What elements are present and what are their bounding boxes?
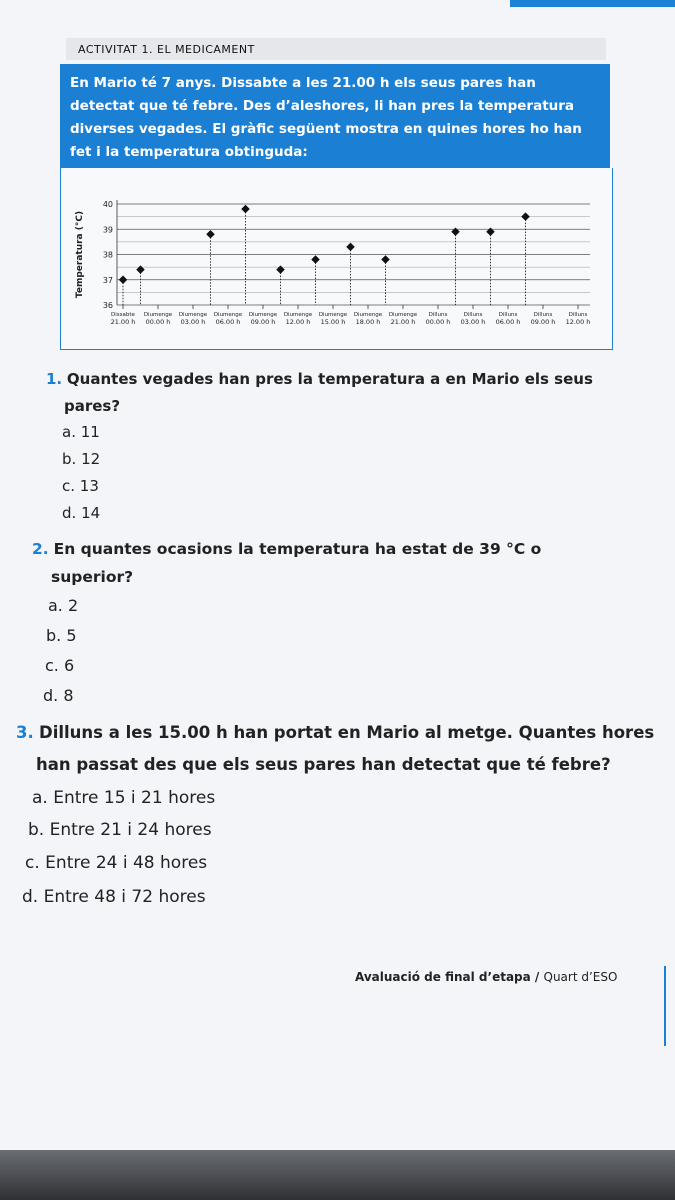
- top-accent-bar: [510, 0, 675, 7]
- option-text: Entre 24 i 48 hores: [45, 853, 208, 873]
- data-point: [136, 265, 144, 273]
- x-tick-day: Dilluns: [568, 312, 588, 318]
- activity-title: ACTIVITAT 1. EL MEDICAMENT: [66, 38, 606, 60]
- option-text: Entre 21 i 24 hores: [49, 820, 212, 840]
- option-3d: [22, 887, 206, 907]
- option-text: 13: [79, 477, 99, 495]
- data-point: [206, 230, 214, 238]
- x-tick-hour: 03.00 h: [460, 318, 486, 326]
- question-number: 2.: [32, 540, 49, 558]
- desk-edge: [0, 1150, 675, 1200]
- option-2b: [46, 626, 77, 645]
- question-1: [46, 370, 593, 388]
- x-tick-day: Diumenge: [388, 312, 418, 318]
- x-tick-hour: 21.00 h: [390, 318, 416, 326]
- option-2a: [48, 596, 78, 615]
- question-3-continued: [36, 755, 611, 774]
- x-tick-hour: 09.00 h: [530, 318, 556, 326]
- chart-frame: [60, 168, 613, 350]
- x-tick-day: Diumenge: [178, 312, 208, 318]
- x-tick-hour: 06.00 h: [495, 318, 521, 326]
- y-tick-label: 36: [102, 301, 113, 310]
- option-letter: a.: [48, 596, 63, 615]
- option-letter: d.: [62, 504, 77, 522]
- option-2c: [45, 656, 74, 675]
- x-tick-day: Diumenge: [283, 312, 313, 318]
- y-tick-label: 40: [102, 200, 113, 209]
- option-1b: [62, 450, 100, 468]
- option-3c: [25, 853, 207, 873]
- temperature-chart: [61, 168, 611, 348]
- option-letter: d.: [43, 686, 59, 705]
- x-tick-hour: 21.00 h: [110, 318, 136, 326]
- option-letter: d.: [22, 887, 39, 907]
- x-tick-day: Diumenge: [213, 312, 243, 318]
- footer: [355, 970, 617, 984]
- option-text: 8: [63, 686, 74, 705]
- option-letter: a.: [62, 423, 76, 441]
- x-tick-hour: 00.00 h: [145, 318, 171, 326]
- data-point: [311, 255, 319, 263]
- question-number: 1.: [46, 370, 63, 388]
- x-tick-hour: 00.00 h: [425, 318, 451, 326]
- x-tick-hour: 06.00 h: [215, 318, 241, 326]
- x-tick-hour: 18.00 h: [355, 318, 381, 326]
- option-text: 6: [63, 656, 75, 675]
- x-tick-day: Diumenge: [143, 312, 173, 318]
- option-1d: [62, 504, 100, 522]
- data-point: [451, 228, 459, 236]
- question-text: pares?: [64, 397, 121, 415]
- y-tick-label: 39: [102, 225, 113, 235]
- x-tick-hour: 03.00 h: [180, 318, 206, 326]
- x-tick-hour: 12.00 h: [565, 318, 591, 326]
- y-axis-label: Temperatura (°C): [75, 210, 85, 299]
- data-point: [346, 243, 354, 251]
- data-point: [521, 212, 529, 220]
- data-point: [276, 265, 284, 273]
- option-letter: a.: [32, 788, 48, 808]
- question-2: [32, 540, 541, 558]
- data-point: [241, 205, 249, 213]
- data-point: [381, 255, 389, 263]
- question-text: En quantes ocasions la temperatura ha estat de 39 °C o: [53, 540, 542, 558]
- y-tick-label: 37: [102, 275, 113, 285]
- option-text: 14: [81, 504, 101, 522]
- option-text: 12: [81, 450, 101, 468]
- option-text: 5: [66, 626, 77, 645]
- intro-box: En Mario té 7 anys. Dissabte a les 21.00 h els seus pares han detectat que té febre. Des d’aleshores, li han pres la temperatura diverses vegades. El gràfic següent mostra en quines hores ho han fet i la temperatura obtinguda:: [60, 64, 610, 168]
- footer-title: Avaluació de final d’etapa: [355, 970, 531, 984]
- option-1a: [62, 423, 100, 441]
- option-text: 11: [80, 423, 100, 441]
- y-tick-label: 38: [102, 250, 113, 260]
- question-text: Dilluns a les 15.00 h han portat en Mario al metge. Quantes hores: [39, 723, 655, 742]
- footer-separator: /: [534, 970, 540, 984]
- question-3: [16, 723, 654, 742]
- option-letter: c.: [25, 853, 40, 873]
- option-letter: b.: [46, 626, 62, 645]
- footer-line: [664, 966, 666, 1046]
- data-point: [119, 276, 127, 284]
- x-tick-day: Diumenge: [318, 312, 348, 318]
- x-tick-day: Dissabte: [111, 312, 135, 318]
- option-letter: b.: [28, 820, 45, 840]
- x-tick-day: Diumenge: [353, 312, 383, 318]
- x-tick-day: Dilluns: [428, 312, 448, 318]
- option-letter: c.: [45, 656, 59, 675]
- question-1-continued: [64, 397, 120, 415]
- x-tick-hour: 15.00 h: [320, 318, 346, 326]
- footer-level: Quart d’ESO: [543, 970, 618, 984]
- option-3b: [28, 820, 212, 840]
- x-tick-hour: 09.00 h: [250, 318, 276, 326]
- option-text: Entre 15 i 21 hores: [53, 788, 216, 808]
- option-1c: [62, 477, 99, 495]
- x-tick-day: Dilluns: [498, 312, 518, 318]
- data-point: [486, 228, 494, 236]
- x-tick-hour: 12.00 h: [285, 318, 311, 326]
- question-text: Quantes vegades han pres la temperatura a en Mario els seus: [66, 370, 593, 388]
- option-3a: [32, 788, 215, 808]
- question-text: superior?: [51, 568, 134, 586]
- question-text: han passat des que els seus pares han detectat que té febre?: [36, 755, 611, 774]
- option-letter: b.: [62, 450, 77, 468]
- option-letter: c.: [62, 477, 76, 495]
- option-text: Entre 48 i 72 hores: [43, 887, 206, 907]
- question-2-continued: [51, 568, 133, 586]
- x-tick-day: Dilluns: [463, 312, 483, 318]
- question-number: 3.: [16, 723, 34, 742]
- x-tick-day: Diumenge: [248, 312, 278, 318]
- x-tick-day: Dilluns: [533, 312, 553, 318]
- option-text: 2: [67, 596, 79, 615]
- option-2d: [43, 686, 74, 705]
